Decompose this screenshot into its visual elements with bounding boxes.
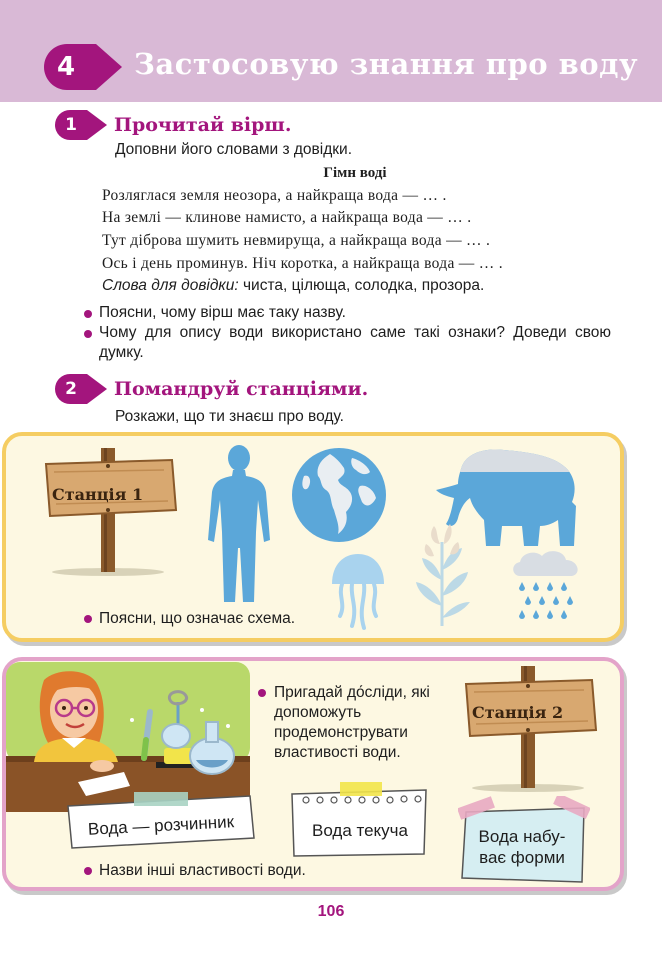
bullet bbox=[84, 330, 92, 338]
hint-words bbox=[102, 277, 484, 295]
task-2-title: Помандруй станціями. bbox=[114, 378, 369, 400]
task-2-instruction: Розкажи, що ти знаєш про воду. bbox=[115, 408, 344, 425]
lesson-title: Застосовую знання про воду bbox=[134, 47, 639, 81]
bullet bbox=[84, 310, 92, 318]
experiment-illustration bbox=[6, 662, 250, 812]
poem-line: На землі — клинове намисто, а найкраща вода — … . bbox=[102, 209, 472, 226]
station-1-question: Поясни, що означає схема. bbox=[99, 610, 296, 627]
station-2-sign-label: Станція 2 bbox=[472, 703, 564, 722]
station-2-signpost bbox=[458, 664, 598, 794]
rain-cloud-icon bbox=[508, 548, 584, 622]
jellyfish-icon bbox=[328, 552, 388, 632]
task-1-question-2: Чому для опису води використано саме такі ознаки? Доведи свою думку. bbox=[99, 324, 611, 361]
globe-icon bbox=[290, 446, 388, 544]
task-1-question-1: Поясни, чому вірш має таку назву. bbox=[99, 304, 346, 321]
poem-line: Ось і день проминув. Ніч коротка, а найкраща вода — … . bbox=[102, 255, 503, 272]
note-fluid: Вода текуча bbox=[311, 821, 408, 840]
poem-line: Розляглася земля неозора, а найкраща вода — … . bbox=[102, 187, 447, 204]
note-shape: Вода набу- ває форми bbox=[478, 827, 566, 867]
poem-title: Гімн воді bbox=[323, 165, 387, 181]
bullet bbox=[84, 615, 92, 623]
note-solvent: Вода — розчинник bbox=[87, 812, 235, 839]
station-1-signpost bbox=[40, 446, 180, 578]
task-2-number: 2 bbox=[65, 379, 77, 399]
bullet bbox=[258, 689, 266, 697]
task-1-instruction: Доповни його словами з довідки. bbox=[115, 141, 353, 158]
station-1-sign-label: Станція 1 bbox=[52, 485, 144, 504]
page-number: 106 bbox=[317, 903, 345, 920]
human-body-icon bbox=[206, 444, 272, 606]
hint-word-list: чиста, цілюща, солодка, прозора. bbox=[238, 277, 485, 294]
task-1-number: 1 bbox=[65, 115, 77, 135]
station-2-prompt: Пригадай до́сліди, які допоможуть продемонструвати властивості води. bbox=[274, 684, 430, 761]
lesson-number: 4 bbox=[56, 52, 76, 82]
poem-line: Тут діброва шумить невмируща, а найкраща вода — … . bbox=[102, 232, 491, 249]
task-1-title: Прочитай вірш. bbox=[114, 114, 292, 136]
station-2-question: Назви інші властивості води. bbox=[99, 862, 306, 879]
hint-label: Слова для довідки: bbox=[102, 277, 239, 294]
bullet bbox=[84, 867, 92, 875]
plant-icon bbox=[406, 522, 478, 628]
